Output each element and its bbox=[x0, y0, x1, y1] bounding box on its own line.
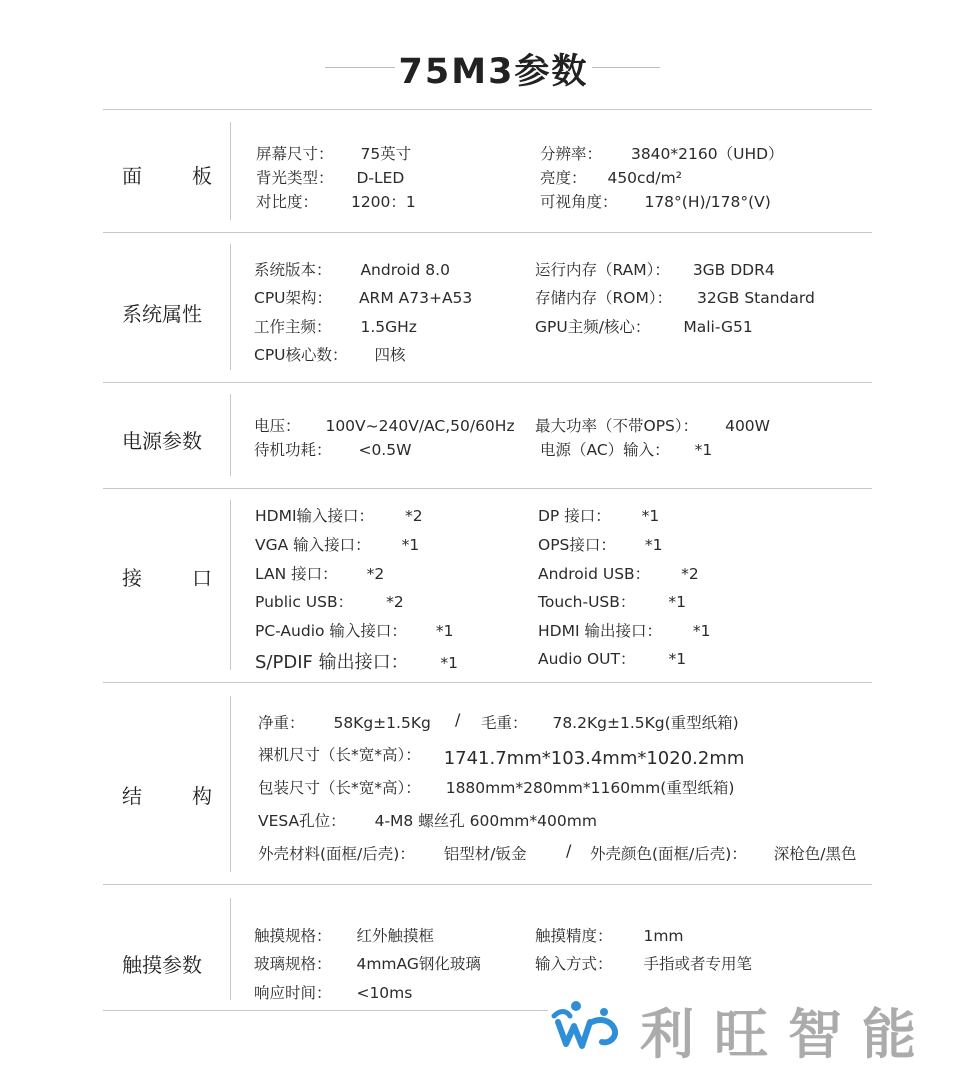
spec-pc-audio bbox=[255, 619, 453, 641]
spec-key: 外壳颜色(面框/后壳)： bbox=[590, 845, 747, 863]
spec-value: *2 bbox=[386, 593, 404, 611]
spec-value: 100V~240V/AC,50/60Hz bbox=[325, 417, 515, 435]
spec-gpu bbox=[535, 315, 753, 337]
spec-value: 400W bbox=[725, 417, 770, 435]
spec-key: S/PDIF 输出接口： bbox=[255, 652, 409, 673]
spec-touch-usb bbox=[538, 590, 686, 612]
title-rule-right bbox=[592, 67, 660, 68]
spec-key: OPS接口： bbox=[538, 536, 616, 554]
spec-value: 178°(H)/178°(V) bbox=[644, 193, 771, 211]
spec-frequency bbox=[254, 315, 417, 337]
weight-separator: / bbox=[455, 710, 461, 729]
spec-bare-size bbox=[258, 743, 745, 769]
divider bbox=[103, 884, 872, 885]
spec-value: 1mm bbox=[643, 927, 684, 945]
section-vertical-rule bbox=[230, 500, 231, 670]
page-title: 75M3参数 bbox=[398, 52, 589, 92]
spec-voltage bbox=[254, 414, 515, 436]
spec-value: *1 bbox=[401, 536, 420, 554]
spec-value: ARM A73+A53 bbox=[358, 289, 473, 307]
spec-touch-spec bbox=[254, 924, 434, 946]
spec-key: CPU核心数： bbox=[254, 346, 348, 364]
spec-viewing-angle bbox=[540, 190, 771, 212]
spec-value: 四核 bbox=[374, 346, 406, 364]
spec-key: 屏幕尺寸： bbox=[256, 145, 334, 163]
spec-key: Touch-USB： bbox=[538, 593, 636, 611]
spec-key: 背光类型： bbox=[256, 169, 334, 187]
spec-key: 电源（AC）输入： bbox=[540, 441, 670, 459]
spec-max-power bbox=[535, 414, 770, 436]
spec-value: <10ms bbox=[356, 984, 413, 1002]
spec-cpu-arch bbox=[254, 286, 472, 308]
spec-key: HDMI输入接口： bbox=[255, 507, 375, 525]
section-label-char: 口 bbox=[192, 566, 212, 590]
spec-resolution bbox=[540, 142, 784, 164]
section-label-structure bbox=[122, 780, 212, 809]
spec-lan bbox=[255, 562, 384, 584]
spec-value: *1 bbox=[694, 441, 713, 459]
spec-key: 响应时间： bbox=[254, 984, 332, 1002]
spec-key: 待机功耗： bbox=[254, 441, 332, 459]
spec-value: *1 bbox=[641, 507, 660, 525]
spec-value: *1 bbox=[440, 654, 458, 672]
section-label-char: 结 bbox=[122, 784, 142, 808]
spec-cpu-cores bbox=[254, 343, 405, 365]
spec-key: 外壳材料(面框/后壳)： bbox=[258, 845, 415, 863]
spec-value: *1 bbox=[435, 622, 454, 640]
spec-brightness bbox=[540, 166, 682, 188]
spec-value: 铝型材/钣金 bbox=[443, 845, 527, 863]
spec-key: LAN 接口： bbox=[255, 565, 338, 583]
divider bbox=[103, 109, 872, 110]
spec-value: 450cd/m² bbox=[607, 169, 682, 187]
spec-shell-color bbox=[590, 842, 857, 864]
spec-value: 1.5GHz bbox=[360, 318, 417, 336]
spec-key: 运行内存（RAM）： bbox=[535, 261, 670, 279]
spec-key: 包装尺寸（长*宽*高）： bbox=[258, 779, 421, 797]
spec-os bbox=[254, 258, 450, 280]
spec-key: 触摸规格： bbox=[254, 927, 332, 945]
spec-package-size bbox=[258, 776, 734, 798]
spec-key: PC-Audio 输入接口： bbox=[255, 622, 407, 640]
material-separator: / bbox=[566, 841, 572, 860]
spec-ram bbox=[535, 258, 775, 280]
spec-value: 深枪色/黑色 bbox=[773, 845, 857, 863]
section-label-char: 构 bbox=[192, 784, 212, 808]
spec-key: 电压： bbox=[254, 417, 301, 435]
spec-key: GPU主频/核心： bbox=[535, 318, 651, 336]
spec-glass bbox=[254, 952, 481, 974]
spec-spdif bbox=[255, 648, 458, 674]
spec-key: 系统版本： bbox=[254, 261, 332, 279]
spec-key: 触摸精度： bbox=[535, 927, 613, 945]
section-label-power: 电源参数 bbox=[122, 429, 202, 453]
spec-key: 净重： bbox=[258, 714, 305, 732]
section-label-system: 系统属性 bbox=[122, 302, 202, 326]
spec-key: 分辨率： bbox=[540, 145, 603, 163]
spec-key: 可视角度： bbox=[540, 193, 618, 211]
spec-value: Mali-G51 bbox=[683, 318, 753, 336]
spec-precision bbox=[535, 924, 684, 946]
spec-key: Android USB： bbox=[538, 565, 651, 583]
section-label-panel bbox=[122, 160, 212, 189]
wave-people-logo-icon bbox=[548, 994, 626, 1054]
spec-key: Audio OUT： bbox=[538, 650, 636, 668]
spec-audio-out bbox=[538, 647, 686, 669]
spec-android-usb bbox=[538, 562, 699, 584]
divider bbox=[103, 488, 872, 489]
section-vertical-rule bbox=[230, 122, 231, 220]
spec-shell-material bbox=[258, 842, 527, 864]
spec-key: Public USB： bbox=[255, 593, 354, 611]
spec-value: *2 bbox=[366, 565, 385, 583]
spec-value: 3GB DDR4 bbox=[692, 261, 775, 279]
spec-value: 58Kg±1.5Kg bbox=[333, 714, 431, 732]
spec-value: Android 8.0 bbox=[360, 261, 450, 279]
spec-net-weight bbox=[258, 711, 431, 733]
spec-standby bbox=[254, 438, 411, 460]
section-vertical-rule bbox=[230, 244, 231, 370]
spec-key: HDMI 输出接口： bbox=[538, 622, 662, 640]
spec-response bbox=[254, 981, 412, 1003]
divider bbox=[103, 382, 872, 383]
title-block bbox=[0, 40, 980, 96]
spec-key: 工作主频： bbox=[254, 318, 332, 336]
spec-value: 4-M8 螺丝孔 600mm*400mm bbox=[374, 812, 597, 830]
spec-value: 32GB Standard bbox=[697, 289, 815, 307]
section-vertical-rule bbox=[230, 696, 231, 872]
spec-hdmi-out bbox=[538, 619, 711, 641]
spec-value: 4mmAG钢化玻璃 bbox=[356, 955, 481, 973]
spec-value: 78.2Kg±1.5Kg(重型纸箱) bbox=[552, 714, 739, 732]
spec-screen-size bbox=[256, 142, 411, 164]
section-label-ports bbox=[122, 562, 212, 591]
spec-dp bbox=[538, 504, 659, 526]
divider bbox=[103, 232, 872, 233]
spec-key: 玻璃规格： bbox=[254, 955, 332, 973]
spec-input-method bbox=[535, 952, 752, 974]
spec-value: *1 bbox=[644, 536, 663, 554]
spec-value: D-LED bbox=[356, 169, 405, 187]
spec-vesa bbox=[258, 809, 597, 831]
spec-key: 裸机尺寸（长*宽*高）： bbox=[258, 746, 421, 764]
spec-public-usb bbox=[255, 590, 404, 612]
spec-backlight bbox=[256, 166, 404, 188]
spec-gross-weight bbox=[481, 711, 739, 733]
spec-value: *1 bbox=[668, 593, 686, 611]
spec-hdmi-in bbox=[255, 504, 423, 526]
spec-value: 1200：1 bbox=[350, 193, 416, 211]
spec-value: *1 bbox=[668, 650, 687, 668]
divider bbox=[103, 682, 872, 683]
spec-contrast bbox=[256, 190, 416, 212]
spec-value: 1741.7mm*103.4mm*1020.2mm bbox=[443, 748, 745, 769]
spec-value: 1880mm*280mm*1160mm(重型纸箱) bbox=[445, 779, 735, 797]
title-rule-left bbox=[325, 67, 395, 68]
divider bbox=[103, 1010, 548, 1011]
spec-key: 毛重： bbox=[481, 714, 528, 732]
spec-key: VESA孔位： bbox=[258, 812, 346, 830]
spec-value: <0.5W bbox=[358, 441, 412, 459]
spec-key: 对比度： bbox=[256, 193, 319, 211]
spec-key: 输入方式： bbox=[535, 955, 613, 973]
spec-value: *2 bbox=[404, 507, 423, 525]
spec-key: 亮度： bbox=[540, 169, 587, 187]
spec-vga-in bbox=[255, 533, 419, 555]
spec-ac-input bbox=[540, 438, 712, 460]
spec-value: *1 bbox=[692, 622, 711, 640]
spec-key: DP 接口： bbox=[538, 507, 611, 525]
spec-key: VGA 输入接口： bbox=[255, 536, 371, 554]
spec-value: 3840*2160（UHD） bbox=[630, 145, 784, 163]
section-label-char: 接 bbox=[122, 566, 142, 590]
spec-key: 存储内存（ROM）： bbox=[535, 289, 673, 307]
section-vertical-rule bbox=[230, 898, 231, 1000]
section-label-char: 面 bbox=[122, 164, 142, 188]
spec-value: *2 bbox=[681, 565, 699, 583]
spec-value: 75英寸 bbox=[360, 145, 412, 163]
section-label-touch: 触摸参数 bbox=[122, 953, 202, 977]
spec-value: 红外触摸框 bbox=[356, 927, 434, 945]
section-vertical-rule bbox=[230, 394, 231, 476]
section-label-char: 板 bbox=[192, 164, 212, 188]
spec-key: CPU架构： bbox=[254, 289, 333, 307]
spec-value: 手指或者专用笔 bbox=[643, 955, 752, 973]
spec-key: 最大功率（不带OPS）： bbox=[535, 417, 699, 435]
brand-name: 利旺智能 bbox=[640, 1003, 936, 1066]
spec-rom bbox=[535, 286, 815, 308]
spec-ops bbox=[538, 533, 662, 555]
brand-mark bbox=[548, 990, 980, 1066]
